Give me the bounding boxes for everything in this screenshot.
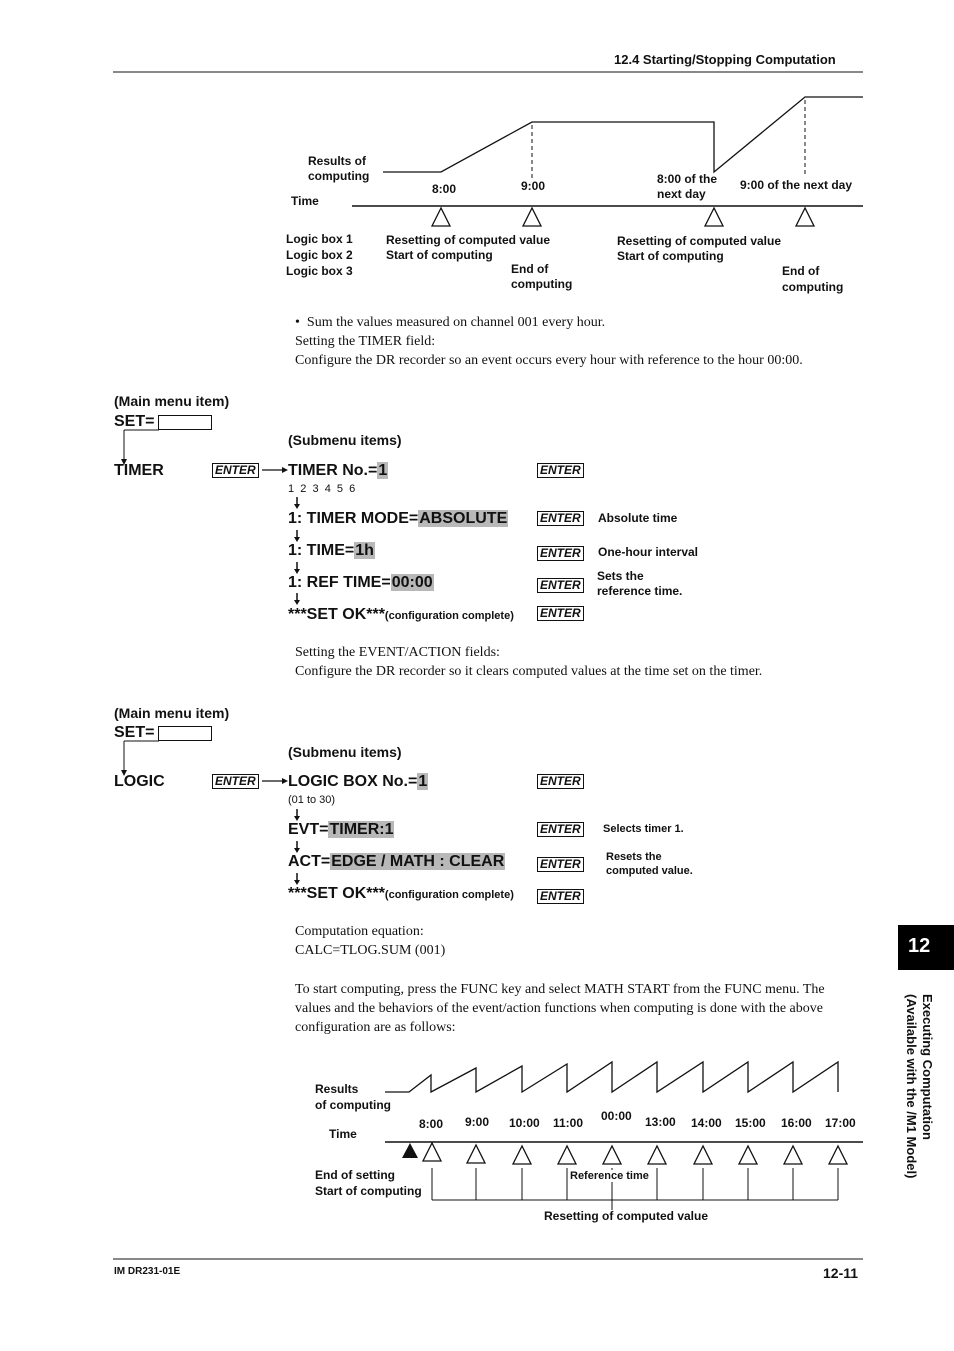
set-label: SET=: [114, 413, 155, 430]
timer-key-label: TIMER: [114, 462, 164, 479]
enter-key: ENTER: [537, 546, 584, 561]
bullet-sum-values: • Sum the values measured on channel 001 every hour.: [295, 315, 606, 330]
time-tick-label: 13:00: [645, 1115, 676, 1129]
reference-time-note: Sets the reference time.: [597, 569, 683, 598]
submenu-items-label: (Submenu items): [288, 744, 402, 760]
time-tick-label: 9:00: [465, 1115, 490, 1129]
results-of-computing-label: Results of computing: [308, 154, 370, 183]
absolute-time-note: Absolute time: [598, 511, 678, 525]
selects-timer-note: Selects timer 1.: [603, 823, 684, 835]
resets-value-note: Resets the computed value.: [606, 851, 693, 877]
time-tick-label: 17:00: [825, 1116, 856, 1130]
set-value-box: [158, 415, 212, 430]
ref-time-setting: 1: REF TIME=00:00: [288, 574, 433, 591]
submenu-items-label: (Submenu items): [288, 432, 402, 448]
chapter-tab[interactable]: [898, 925, 954, 970]
time-tick-label: 8:00: [419, 1117, 444, 1131]
main-menu-item-label: (Main menu item): [114, 393, 230, 409]
enter-key: ENTER: [537, 511, 584, 526]
enter-key: ENTER: [537, 774, 584, 789]
time-tick-label: 10:00: [509, 1116, 540, 1130]
timer-no-options: 1 2 3 4 5 6: [288, 483, 356, 495]
time-tick-label: 16:00: [781, 1116, 812, 1130]
computation-equation-label: Computation equation:: [295, 924, 424, 939]
time-label: Time: [291, 194, 319, 208]
configure-clear-text: Configure the DR recorder so it clears computed values at the time set on the timer.: [295, 664, 763, 679]
end-of-computing-label-1: End of computing: [511, 262, 573, 291]
time-tick-label: 11:00: [553, 1116, 584, 1130]
one-hour-interval-note: One-hour interval: [598, 545, 699, 559]
reset-start-label-2: Resetting of computed value Start of computing: [617, 234, 782, 263]
act-setting: ACT=EDGE / MATH : CLEAR: [288, 853, 505, 870]
time-9-00: 9:00: [521, 179, 546, 193]
enter-key: ENTER: [537, 578, 584, 593]
section-title: 12.4 Starting/Stopping Computation: [614, 52, 836, 67]
time-8-00: 8:00: [432, 182, 457, 196]
set-value-box: [158, 726, 212, 741]
enter-key: ENTER: [537, 889, 584, 904]
logic-box-range: (01 to 30): [288, 794, 336, 806]
end-of-computing-label-2: End of computing: [782, 264, 844, 294]
page-number: 12-11: [823, 1265, 859, 1281]
reset-start-label-1: Resetting of computed value Start of computing: [386, 233, 551, 262]
resetting-label: Resetting of computed value: [544, 1209, 709, 1223]
set-ok-line: ***SET OK***(configuration complete): [288, 885, 514, 902]
logic-box-labels: Logic box 1 Logic box 2 Logic box 3: [286, 232, 353, 278]
logic-key-label: LOGIC: [114, 773, 165, 790]
enter-key: ENTER: [537, 822, 584, 837]
start-computing-text: To start computing, press the FUNC key and select MATH START from the FUNC menu. The values and the behaviors of the event/action functions when computing is done with the above configuration are as follows:: [295, 982, 825, 1035]
setting-timer-field: Setting the TIMER field:: [295, 334, 436, 349]
time-8-00-next-day: 8:00 of the next day: [657, 172, 718, 201]
set-ok-line: ***SET OK***(configuration complete): [288, 606, 514, 623]
reference-time-label: Reference time: [570, 1170, 649, 1182]
chapter-title-vertical: Executing Computation (Available with the /M1 Model): [904, 994, 935, 1179]
computation-equation: CALC=TLOG.SUM (001): [295, 943, 446, 958]
enter-key: ENTER: [212, 463, 259, 478]
timer-mode-setting: 1: TIMER MODE=ABSOLUTE: [288, 510, 508, 527]
setting-event-action: Setting the EVENT/ACTION fields:: [295, 645, 500, 660]
time-9-00-next-day: 9:00 of the next day: [740, 178, 853, 192]
timer-no-setting: TIMER No.=1: [288, 462, 388, 479]
time-tick-label: 14:00: [691, 1116, 722, 1130]
time-tick-label: 00:00: [601, 1109, 632, 1123]
enter-key: ENTER: [212, 774, 259, 789]
enter-key: ENTER: [537, 857, 584, 872]
timer-time-setting: 1: TIME=1h: [288, 542, 374, 559]
time-label: Time: [329, 1127, 357, 1141]
main-menu-item-label: (Main menu item): [114, 705, 230, 721]
enter-key: ENTER: [537, 463, 584, 478]
evt-setting: EVT=TIMER:1: [288, 821, 394, 838]
logic-box-no-setting: LOGIC BOX No.=1: [288, 773, 428, 790]
set-label: SET=: [114, 724, 155, 741]
enter-key: ENTER: [537, 606, 584, 621]
results-of-computing-label: Results of computing: [315, 1082, 391, 1112]
end-setting-start-label: End of setting Start of computing: [315, 1168, 422, 1198]
chapter-number: 12: [908, 935, 931, 957]
time-tick-label: 15:00: [735, 1116, 766, 1130]
configure-timer-text: Configure the DR recorder so an event occurs every hour with reference to the hour 00:00.: [295, 353, 803, 368]
doc-id: IM DR231-01E: [114, 1266, 181, 1277]
